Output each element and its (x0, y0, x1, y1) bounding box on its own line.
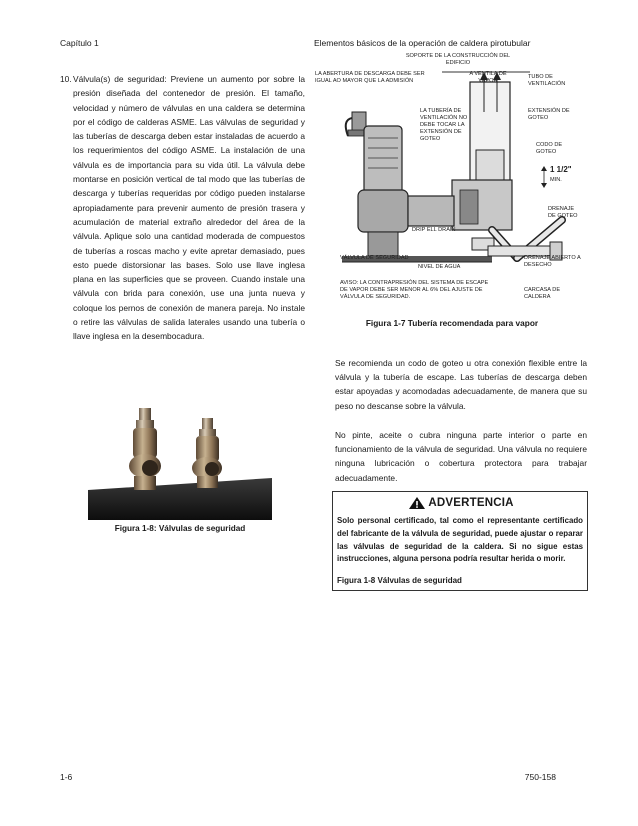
label-drip-drain: DRENAJE DE GOTEO (548, 206, 578, 219)
label-dimension-unit: MIN. (550, 177, 562, 183)
piping-drawing (312, 50, 582, 310)
label-boiler-shell: CARCASA DE CALDERA (524, 287, 561, 300)
label-open-drain: DRENAJE ABIERTO A DESECHO (524, 255, 581, 268)
section-title: Elementos básicos de la operación de caldera pirotubular (314, 38, 531, 48)
paragraph-no-paint: No pinte, aceite o cubra ninguna parte interior o parte en funcionamiento de la válvula de seguridad. Una válvula no requiere ninguna lubricación o cobertura protectora para trabajar adecuadamente. (335, 430, 587, 483)
list-item-10 (60, 72, 305, 344)
figure-caption-piping: Figura 1-7 Tubería recomendada para vapor (365, 318, 539, 328)
label-dimension-value: 1 1/2" (550, 165, 572, 174)
label-drip-ell-drain: DRIP ELL DRAIN (412, 227, 456, 233)
warning-box (332, 491, 588, 591)
label-vent-piping-note: LA TUBERÍA DE VENTILACIÓN NO DEBE TOCAR LA EXTENSIÓN DE GOTEO (420, 108, 468, 142)
label-water-level: NIVEL DE AGUA (418, 264, 461, 270)
warning-title: ADVERTENCIA (428, 497, 514, 510)
safety-valves-photo (88, 398, 272, 520)
steam-piping-diagram (312, 50, 582, 310)
list-item-number: 10. (60, 74, 72, 84)
paragraph-drip-elbow: Se recomienda un codo de goteo u otra conexión flexible entre la válvula y la tubería de escape. Las tuberías de descarga deben estar apoyadas y acomodadas adecuadamente, de manera que su peso no descanse sobre la válvula. (335, 358, 587, 411)
chapter-title: Capítulo 1 (60, 38, 99, 48)
label-backpressure-note: AVISO: LA CONTRAPRESIÓN DEL SISTEMA DE ESCAPE DE VAPOR DEBE SER MENOR AL 6% DEL AJUSTE DE VÁLVULA DE SEGURIDAD. (340, 280, 489, 300)
label-discharge-opening: LA ABERTURA DE DESCARGA DEBE SER IGUAL AO MAYOR QUE LA ADMISIÓN (315, 71, 425, 84)
warning-text: Solo personal certificado, tal como el representante certificado del fabricante de la válvula de seguridad, puede ajustar o reparar las válvulas de seguridad de la caldera. Si no sigue estas instrucciones, alguna persona podría resultar herida o morir. (337, 516, 583, 564)
warning-triangle-icon (408, 496, 426, 510)
label-safety-valve: VÁLVULA DE SEGURIDAD (340, 255, 409, 261)
label-building-support: SOPORTE DE LA CONSTRUCCIÓN DEL EDIFICIO (405, 53, 511, 66)
warning-figure-caption: Figura 1-8 Válvulas de seguridad (337, 576, 462, 585)
label-steam-vent: A VENTILA DE VAPOR (469, 71, 507, 84)
label-drip-elbow: CODO DE GOTEO (536, 142, 563, 155)
figure-caption-valves: Figura 1-8: Válvulas de seguridad (114, 524, 246, 533)
page-number: 1-6 (60, 772, 73, 782)
warning-title-row (333, 496, 589, 510)
label-vent-tube: TUBO DE VENTILACIÓN (528, 74, 566, 87)
list-item-text: Válvula(s) de seguridad: Previene un aumento por sobre la presión diseñada del contenedor de presión. El tamaño, velocidad y número de válvulas en una caldera se determina por el código de calderas ASME. Las válvulas de seguridad y las tuberías de descarga deben estar instaladas de acuerdo a los requerimientos del código ASME. La instalación de una válvula es de importancia para su vida útil. La válvula debe montarse en posición vertical de tal modo que las tuberías de descarga y tuberías requeridas por código pueden instalarse apropiadamente para prevenir aumento de presión trasera y acumulación de material extraño alrededor del área de la válvula. Aplique solo una cantidad moderada de compuestos de tuberías a roscas macho y evite apretar demasiado, pues esto puede distorsionar las bases. Solo use llave inglesa plana en las superficies que se proveen. Cuando instale una válvula con brida para conexión, use una junta nueva y coloque los pernos de conexión de manera pareja. No instale o retire las válvulas de salida laterales usando una tubería o llave inglesa en la desembocadura. (73, 74, 305, 342)
label-drip-extension: EXTENSIÓN DE GOTEO (528, 108, 570, 121)
document-number: 750-158 (524, 772, 556, 782)
